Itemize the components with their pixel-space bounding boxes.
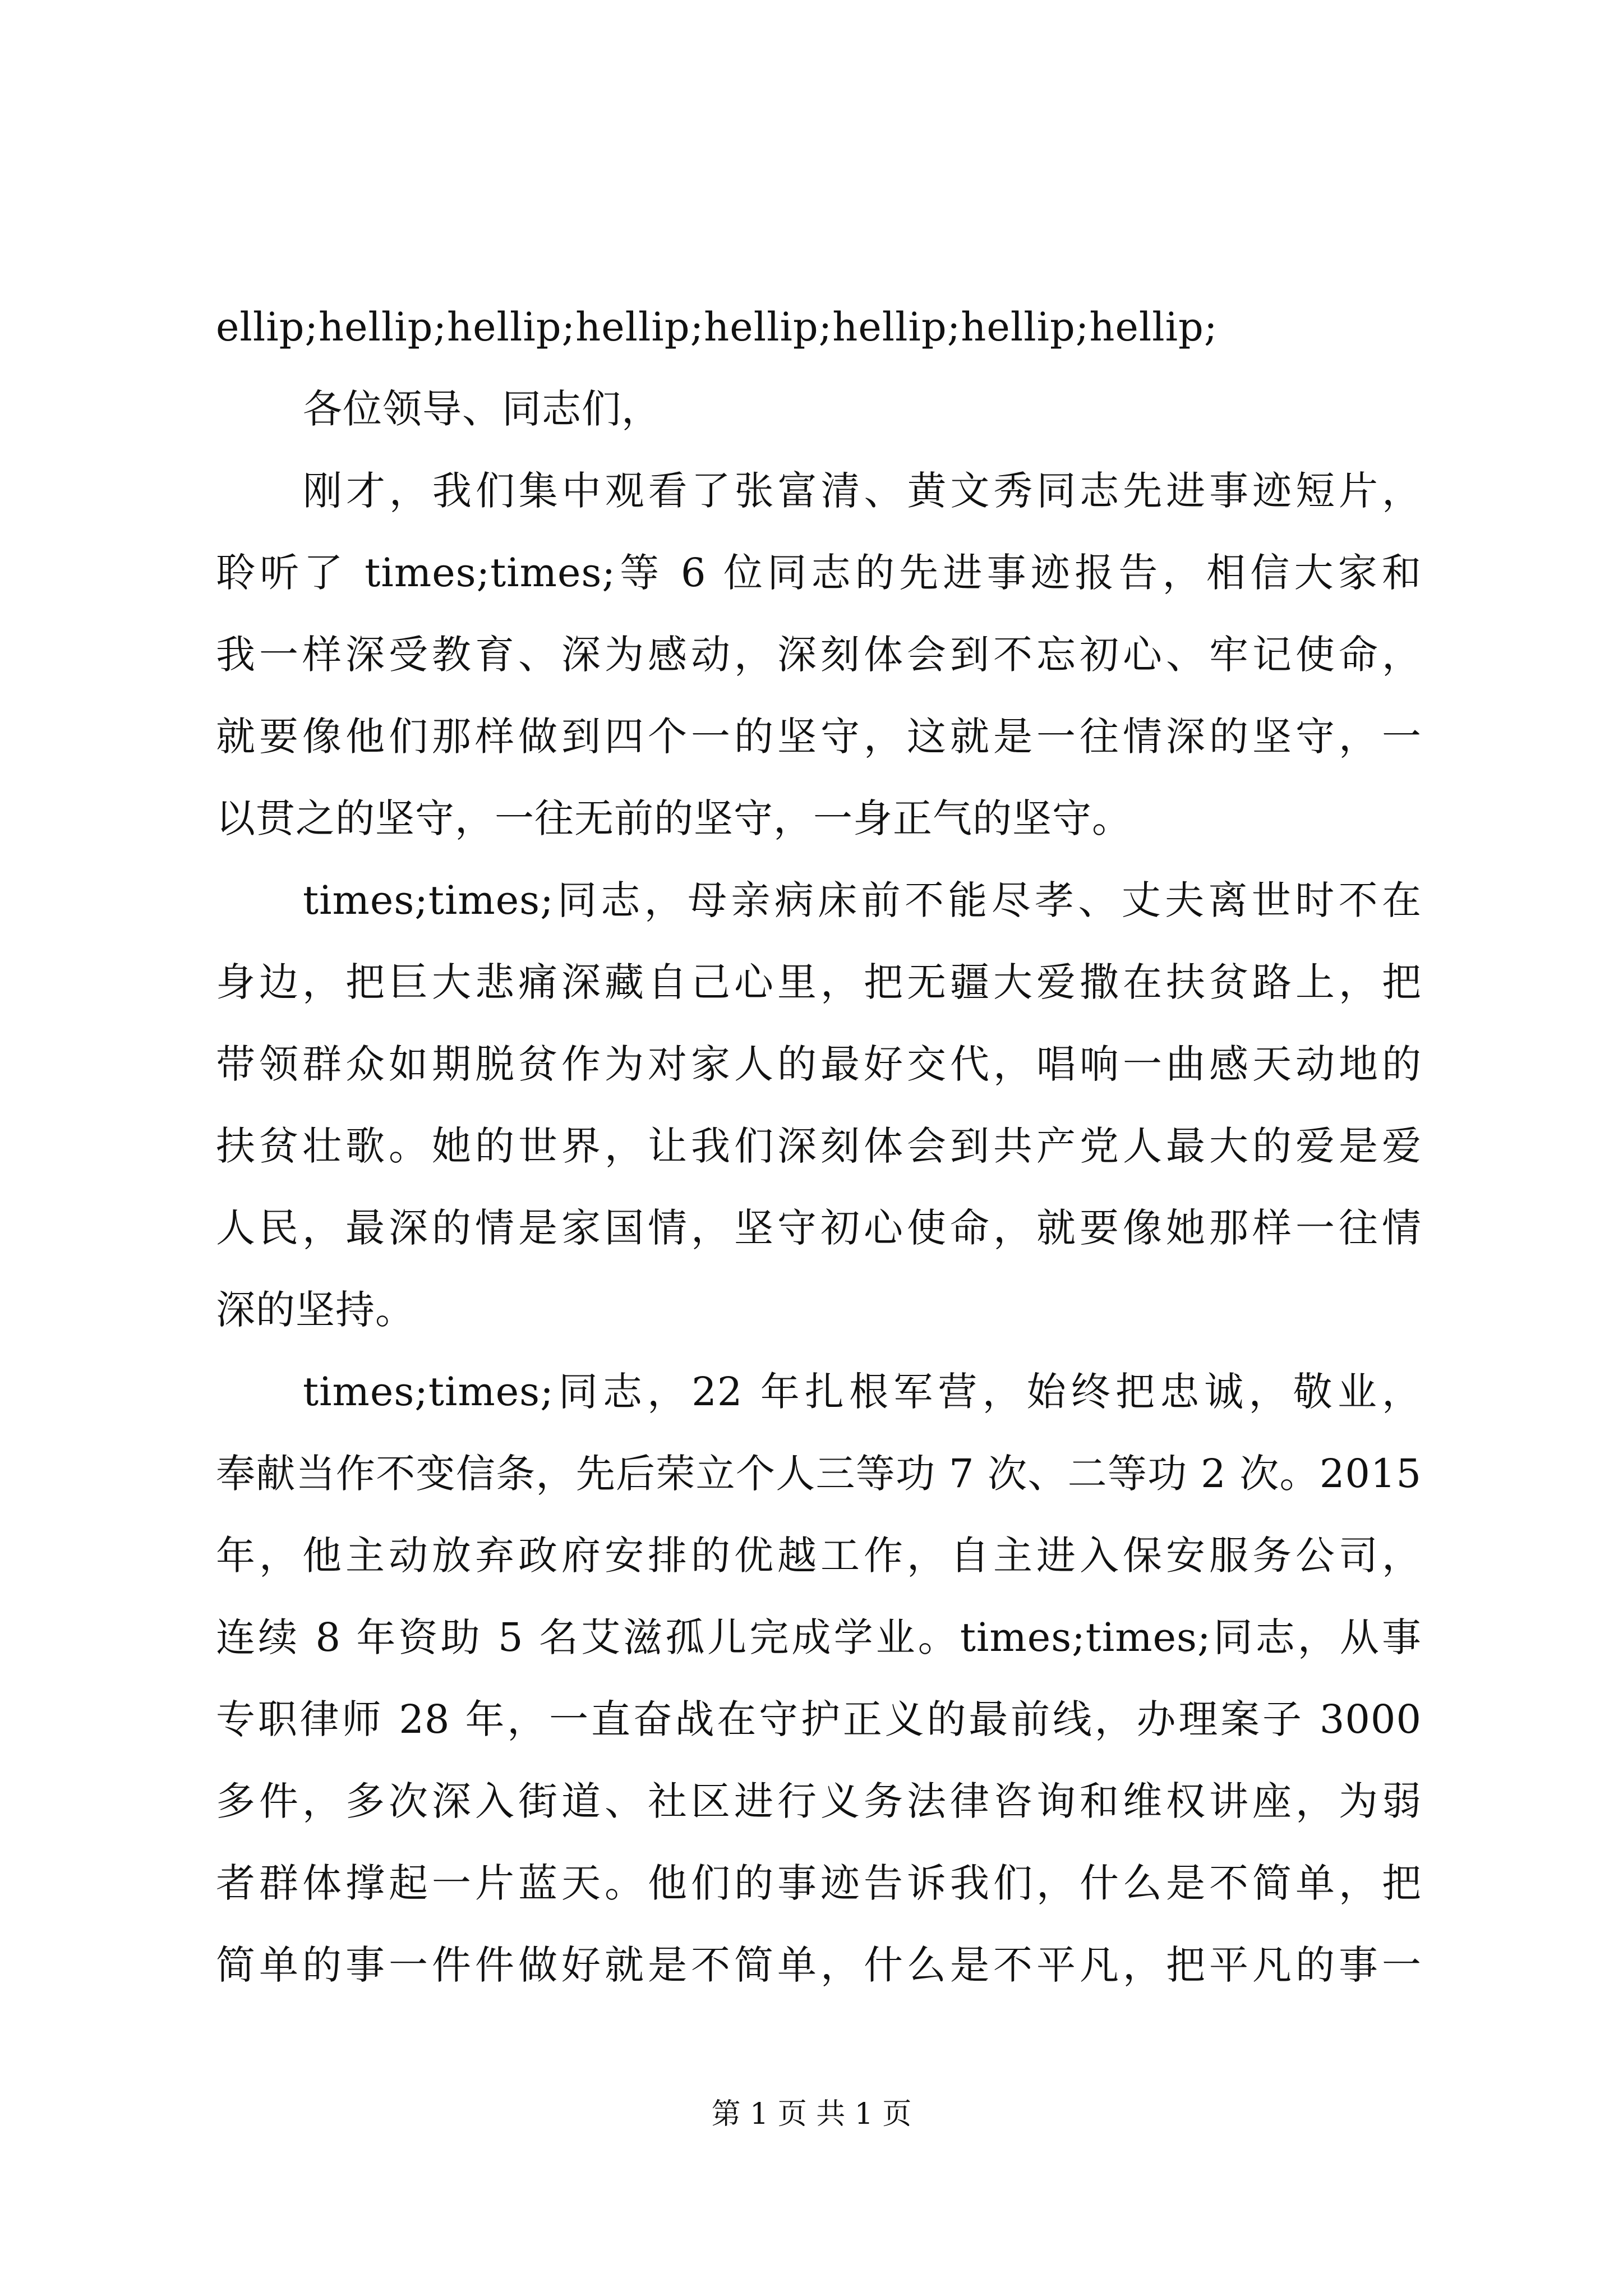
text-line: 扶贫壮歌。她的世界，让我们深刻体会到共产党人最大的爱是爱 (216, 1123, 1422, 1169)
text-line: 年，他主动放弃政府安排的优越工作，自主进入保安服务公司， (216, 1533, 1422, 1579)
page-footer: 第 1 页 共 1 页 (711, 2097, 912, 2131)
text-line: 聆听了 times;times;等 6 位同志的先进事迹报告，相信大家和 (216, 550, 1422, 596)
text-line: 简单的事一件件做好就是不简单，什么是不平凡，把平凡的事一 (216, 1942, 1422, 1988)
text-line: 就要像他们那样做到四个一的坚守，这就是一往情深的坚守，一 (216, 714, 1422, 760)
text-line: 奉献当作不变信条，先后荣立个人三等功 7 次、二等功 2 次。2015 (216, 1451, 1422, 1497)
text-line: 带领群众如期脱贫作为对家人的最好交代，唱响一曲感天动地的 (216, 1041, 1422, 1087)
document-body (216, 304, 1422, 2027)
text-line: 专职律师 28 年，一直奋战在守护正义的最前线，办理案子 3000 (216, 1696, 1422, 1742)
text-line: 多件，多次深入街道、社区进行义务法律咨询和维权讲座，为弱 (216, 1778, 1422, 1824)
text-line: 连续 8 年资助 5 名艾滋孤儿完成学业。times;times;同志，从事 (216, 1614, 1422, 1660)
text-line: 深的坚持。 (216, 1287, 415, 1333)
text-line: 刚才，我们集中观看了张富清、黄文秀同志先进事迹短片， (303, 468, 1422, 514)
text-line: times;times;同志，22 年扎根军营，始终把忠诚，敬业， (303, 1369, 1422, 1415)
text-line: 者群体撑起一片蓝天。他们的事迹告诉我们，什么是不简单，把 (216, 1860, 1422, 1906)
text-line: ellip;hellip;hellip;hellip;hellip;hellip;hellip;hellip; (216, 304, 1218, 350)
text-line: 我一样深受教育、深为感动，深刻体会到不忘初心、牢记使命， (216, 632, 1422, 678)
text-line: 以贯之的坚守，一往无前的坚守，一身正气的坚守。 (216, 795, 1132, 841)
text-line: times;times;同志，母亲病床前不能尽孝、丈夫离世时不在 (303, 877, 1422, 923)
text-line: 身边，把巨大悲痛深藏自己心里，把无疆大爱撒在扶贫路上，把 (216, 959, 1422, 1005)
salutation: 各位领导、同志们， (303, 386, 661, 432)
text-line: 人民，最深的情是家国情，坚守初心使命，就要像她那样一往情 (216, 1205, 1422, 1251)
